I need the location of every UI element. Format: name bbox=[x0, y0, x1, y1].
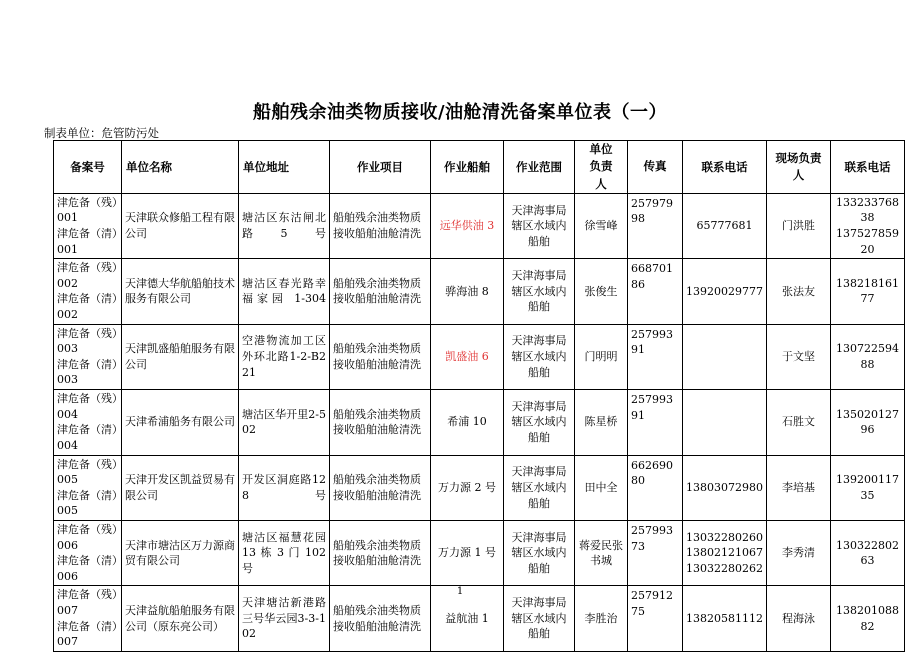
fax-number: 25799391 bbox=[631, 327, 673, 357]
company-name: 天津凯盛船舶服务有限公司 bbox=[125, 342, 235, 371]
phone-cell bbox=[683, 324, 767, 389]
site-principal-cell bbox=[767, 324, 831, 389]
work-ship: 万力源 2 号 bbox=[438, 480, 496, 494]
reg-no-cleaning: 津危备（清）001 bbox=[57, 226, 118, 256]
table-row bbox=[54, 259, 905, 324]
principal-cell bbox=[575, 390, 628, 455]
site-principal-name: 张法友 bbox=[782, 284, 815, 298]
work-range: 天津海事局辖区水域内船舶 bbox=[511, 399, 567, 445]
company-cell bbox=[122, 324, 239, 389]
ship-cell bbox=[431, 193, 504, 258]
work-range: 天津海事局辖区水域内船舶 bbox=[511, 203, 567, 248]
site-principal-cell bbox=[767, 193, 831, 258]
reg-no-cleaning: 津危备（清）005 bbox=[57, 488, 118, 518]
reg-no-residue: 津危备（残）007 bbox=[57, 588, 118, 617]
work-project: 船舶残余油类物质接收船舶油舱清洗 bbox=[333, 603, 421, 633]
phone-number: 13920029777 bbox=[686, 284, 763, 298]
reg-no-residue: 津危备（残）004 bbox=[57, 392, 118, 421]
reg-no-cleaning: 津危备（清）006 bbox=[57, 554, 118, 583]
header-address: 单位地址 bbox=[239, 141, 330, 194]
fax-number: 25799373 bbox=[631, 523, 673, 553]
work-project: 船舶残余油类物质接收船舶油舱清洗 bbox=[333, 473, 421, 502]
phone-number: 13802121067 bbox=[686, 546, 763, 560]
principal-cell bbox=[575, 193, 628, 258]
reg-no-cleaning: 津危备（清）004 bbox=[57, 423, 118, 452]
phone-number-2: 13502012796 bbox=[836, 407, 899, 437]
company-cell bbox=[122, 455, 239, 520]
phone-number-2: 13820108882 bbox=[836, 603, 899, 633]
address-cell bbox=[239, 193, 330, 258]
work-ship: 益航油 1 bbox=[445, 611, 489, 625]
work-range: 天津海事局辖区水域内船舶 bbox=[511, 465, 567, 510]
fax-number: 25799391 bbox=[631, 393, 673, 422]
fax-cell bbox=[628, 390, 683, 455]
fax-cell bbox=[628, 259, 683, 324]
work-ship: 凯盛油 6 bbox=[445, 350, 489, 364]
principal-name: 李胜治 bbox=[584, 611, 618, 625]
project-cell bbox=[330, 520, 431, 585]
range-cell bbox=[504, 259, 575, 324]
table-row bbox=[54, 390, 905, 455]
header-project: 作业项目 bbox=[330, 141, 431, 194]
phone2-cell bbox=[831, 193, 905, 258]
work-range: 天津海事局辖区水域内船舶 bbox=[511, 268, 567, 314]
ship-cell bbox=[431, 324, 504, 389]
phone-number-2: 13072259488 bbox=[836, 342, 899, 371]
table-row bbox=[54, 520, 905, 585]
site-principal-name: 李秀清 bbox=[782, 546, 815, 560]
range-cell bbox=[504, 455, 575, 520]
fax-number: 25791275 bbox=[631, 589, 673, 618]
principal-name: 徐雪峰 bbox=[584, 219, 618, 233]
company-address: 开发区洞庭路128号 bbox=[242, 473, 326, 502]
header-phone-2: 联系电话 bbox=[831, 141, 905, 194]
reg-no-cell bbox=[54, 520, 122, 585]
site-principal-name: 门洪胜 bbox=[782, 219, 815, 233]
range-cell bbox=[504, 520, 575, 585]
work-ship: 骅海油 8 bbox=[445, 284, 489, 298]
company-address: 塘沽区春光路幸福家园 1-304 bbox=[242, 276, 326, 306]
work-range: 天津海事局辖区水域内船舶 bbox=[511, 334, 567, 379]
company-address: 空港物流加工区外环北路1-2-B221 bbox=[242, 334, 326, 379]
work-ship: 远华供油 3 bbox=[439, 219, 495, 233]
site-principal-cell bbox=[767, 520, 831, 585]
work-range: 天津海事局辖区水域内船舶 bbox=[511, 530, 567, 575]
project-cell bbox=[330, 455, 431, 520]
reg-no-cell bbox=[54, 193, 122, 258]
phone2-cell bbox=[831, 520, 905, 585]
company-cell bbox=[122, 390, 239, 455]
principal-name: 张俊生 bbox=[584, 284, 618, 298]
ship-cell bbox=[431, 259, 504, 324]
reg-no-residue: 津危备（残）003 bbox=[57, 326, 118, 356]
header-ship: 作业船舶 bbox=[431, 141, 504, 194]
principal-cell bbox=[575, 455, 628, 520]
phone-number: 13803072980 bbox=[686, 480, 763, 494]
address-cell bbox=[239, 259, 330, 324]
site-principal-cell bbox=[767, 259, 831, 324]
phone-number-2: 13920011735 bbox=[836, 473, 899, 502]
company-name: 天津市塘沽区万力源商贸有限公司 bbox=[125, 538, 235, 568]
header-row bbox=[54, 141, 905, 194]
work-ship: 万力源 1 号 bbox=[438, 546, 496, 560]
range-cell bbox=[504, 193, 575, 258]
phone-cell bbox=[683, 390, 767, 455]
reg-no-residue: 津危备（残）001 bbox=[57, 195, 118, 225]
address-cell bbox=[239, 390, 330, 455]
reg-no-cleaning: 津危备（清）002 bbox=[57, 292, 118, 322]
fax-number: 66269080 bbox=[631, 458, 673, 488]
site-principal-cell bbox=[767, 455, 831, 520]
site-principal-cell bbox=[767, 390, 831, 455]
reg-no-residue: 津危备（残）006 bbox=[57, 522, 118, 552]
ship-cell bbox=[431, 520, 504, 585]
company-cell bbox=[122, 520, 239, 585]
site-principal-name: 石胜文 bbox=[782, 415, 815, 429]
fax-cell bbox=[628, 193, 683, 258]
company-name: 天津希浦船务有限公司 bbox=[125, 415, 235, 429]
project-cell bbox=[330, 259, 431, 324]
header-fax: 传真 bbox=[628, 141, 683, 194]
page-number: 1 bbox=[456, 586, 464, 597]
phone-number-2: 13752785920 bbox=[836, 226, 899, 256]
phone-number: 13032280262 bbox=[686, 561, 763, 575]
phone-cell bbox=[683, 455, 767, 520]
fax-cell bbox=[628, 324, 683, 389]
company-cell bbox=[122, 193, 239, 258]
phone-number: 13032280260 bbox=[686, 530, 763, 544]
work-range: 天津海事局辖区水域内船舶 bbox=[511, 596, 567, 641]
company-name: 天津开发区凯益贸易有限公司 bbox=[125, 473, 235, 502]
reg-no-cell bbox=[54, 390, 122, 455]
header-site-principal: 现场负责人 bbox=[767, 141, 831, 194]
company-name: 天津联众修船工程有限公司 bbox=[125, 211, 235, 240]
site-principal-name: 李培基 bbox=[782, 480, 815, 494]
header-company: 单位名称 bbox=[122, 141, 239, 194]
principal-cell bbox=[575, 324, 628, 389]
phone-number-2: 13032280263 bbox=[836, 538, 899, 568]
phone-cell bbox=[683, 259, 767, 324]
company-name: 天津益航船舶服务有限公司（原东亮公司） bbox=[125, 603, 235, 633]
project-cell bbox=[330, 324, 431, 389]
table-row bbox=[54, 193, 905, 258]
project-cell bbox=[330, 390, 431, 455]
principal-cell bbox=[575, 259, 628, 324]
site-principal-name: 于文坚 bbox=[782, 350, 815, 364]
fax-cell bbox=[628, 520, 683, 585]
header-range: 作业范围 bbox=[504, 141, 575, 194]
work-project: 船舶残余油类物质接收船舶油舱清洗 bbox=[333, 538, 421, 568]
phone-cell bbox=[683, 520, 767, 585]
ship-cell bbox=[431, 390, 504, 455]
table-row bbox=[54, 324, 905, 389]
header-principal: 单位负责人 bbox=[575, 141, 628, 194]
principal-name: 蒋爱民张书城 bbox=[579, 538, 623, 568]
issuing-unit: 制表单位：危管防污处 bbox=[44, 126, 159, 140]
company-address: 塘沽区东沽闸北路5号 bbox=[242, 211, 326, 240]
fax-cell bbox=[628, 455, 683, 520]
reg-no-residue: 津危备（残）005 bbox=[57, 457, 118, 487]
principal-name: 门明明 bbox=[584, 350, 618, 364]
phone-cell bbox=[683, 193, 767, 258]
reg-no-cell bbox=[54, 259, 122, 324]
principal-name: 陈星桥 bbox=[584, 415, 618, 429]
company-address: 塘沽区华开里2-502 bbox=[242, 407, 326, 437]
phone2-cell bbox=[831, 455, 905, 520]
principal-cell bbox=[575, 520, 628, 585]
fax-number: 66870186 bbox=[631, 262, 673, 291]
work-project: 船舶残余油类物质接收船舶油舱清洗 bbox=[333, 342, 421, 371]
work-project: 船舶残余油类物质接收船舶油舱清洗 bbox=[333, 407, 421, 437]
header-phone: 联系电话 bbox=[683, 141, 767, 194]
phone2-cell bbox=[831, 324, 905, 389]
phone-number-2: 13323376838 bbox=[836, 195, 899, 225]
reg-no-residue: 津危备（残）002 bbox=[57, 261, 118, 290]
company-address: 塘沽区福慧花园 13 栋 3 门 102 号 bbox=[242, 530, 326, 575]
phone2-cell bbox=[831, 259, 905, 324]
reg-no-cell bbox=[54, 455, 122, 520]
range-cell bbox=[504, 390, 575, 455]
phone-number: 65777681 bbox=[696, 219, 753, 233]
range-cell bbox=[504, 324, 575, 389]
company-cell bbox=[122, 259, 239, 324]
project-cell bbox=[330, 193, 431, 258]
registration-table bbox=[53, 140, 905, 652]
company-name: 天津德大华航船舶技术服务有限公司 bbox=[125, 276, 235, 306]
reg-no-cleaning: 津危备（清）003 bbox=[57, 357, 118, 387]
fax-number: 25797998 bbox=[631, 196, 673, 226]
table-row bbox=[54, 455, 905, 520]
site-principal-name: 程海泳 bbox=[782, 611, 815, 625]
work-project: 船舶残余油类物质接收船舶油舱清洗 bbox=[333, 211, 421, 240]
principal-name: 田中全 bbox=[584, 480, 618, 494]
phone-number: 13820581112 bbox=[686, 611, 763, 625]
reg-no-cell bbox=[54, 324, 122, 389]
page-title: 船舶残余油类物质接收/油舱清洗备案单位表（一） bbox=[252, 102, 668, 123]
address-cell bbox=[239, 520, 330, 585]
company-address: 天津塘沽新港路三号华云园3-3-102 bbox=[242, 596, 326, 641]
work-ship: 希浦 10 bbox=[447, 415, 487, 429]
ship-cell bbox=[431, 455, 504, 520]
phone2-cell bbox=[831, 390, 905, 455]
reg-no-cleaning: 津危备（清）007 bbox=[57, 619, 118, 649]
phone-number-2: 13821816177 bbox=[836, 276, 899, 306]
header-reg-no: 备案号 bbox=[54, 141, 122, 194]
address-cell bbox=[239, 455, 330, 520]
work-project: 船舶残余油类物质接收船舶油舱清洗 bbox=[333, 276, 421, 306]
table-body bbox=[54, 193, 905, 651]
address-cell bbox=[239, 324, 330, 389]
